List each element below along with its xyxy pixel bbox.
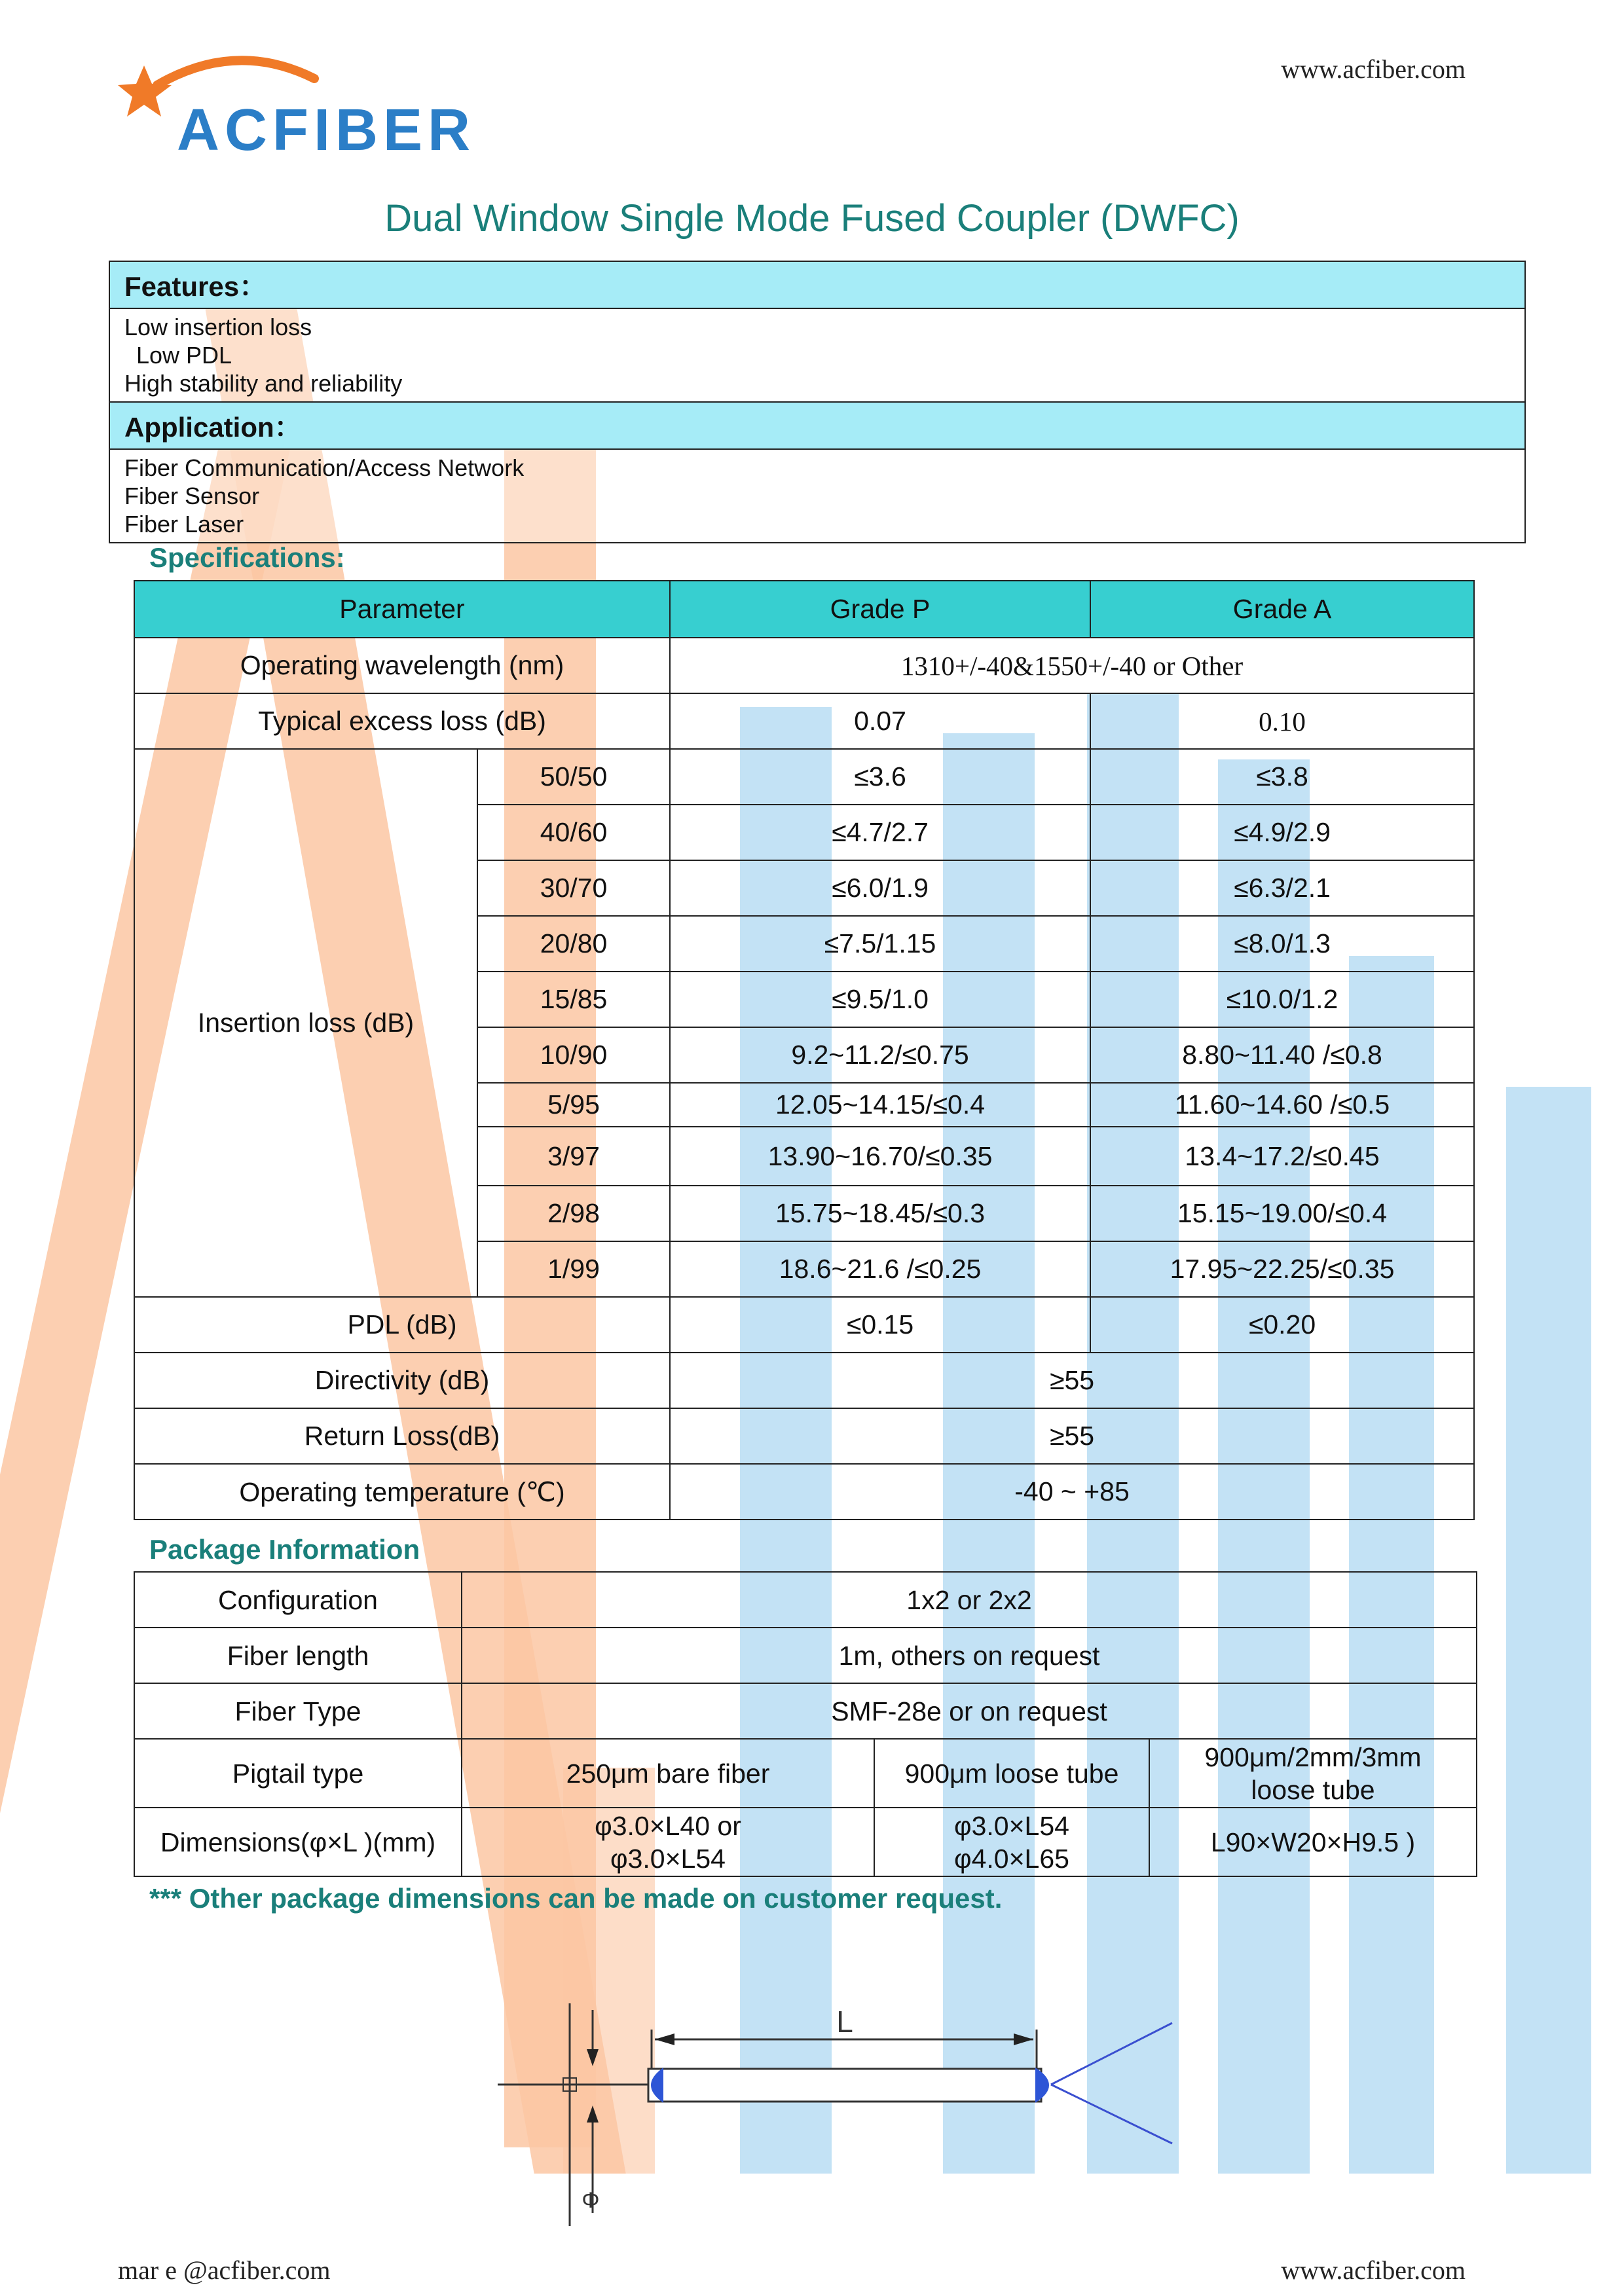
pdl-grade-a: ≤0.20: [1090, 1297, 1474, 1353]
fiber-type-value: SMF-28e or on request: [462, 1683, 1477, 1739]
ratio-cell: 40/60: [477, 805, 670, 860]
package-info-label: Package Information: [149, 1534, 420, 1565]
ratio-cell: 1/99: [477, 1241, 670, 1297]
features-heading: Features：: [109, 261, 1525, 308]
grade-a-cell: 15.15~19.00/≤0.4: [1090, 1186, 1474, 1241]
dimensions-label: Dimensions(φ×L )(mm): [134, 1808, 462, 1876]
operating-wavelength-label: Operating wavelength (nm): [134, 638, 670, 693]
operating-temperature-value: -40 ~ +85: [670, 1464, 1474, 1520]
fiber-length-label: Fiber length: [134, 1628, 462, 1683]
grade-a-cell: ≤8.0/1.3: [1090, 916, 1474, 972]
grade-p-cell: ≤4.7/2.7: [670, 805, 1090, 860]
configuration-label: Configuration: [134, 1572, 462, 1628]
grade-a-cell: 17.95~22.25/≤0.35: [1090, 1241, 1474, 1297]
ratio-cell: 5/95: [477, 1083, 670, 1127]
fiber-length-value: 1m, others on request: [462, 1628, 1477, 1683]
feature-item: Low PDL: [136, 342, 232, 369]
grade-a-cell: ≤3.8: [1090, 749, 1474, 805]
pdl-grade-p: ≤0.15: [670, 1297, 1090, 1353]
specifications-label: Specifications:: [149, 542, 345, 573]
configuration-value: 1x2 or 2x2: [462, 1572, 1477, 1628]
logo-text: ACFIBER: [177, 98, 475, 163]
insertion-loss-label: Insertion loss (dB): [134, 749, 477, 1297]
ratio-cell: 20/80: [477, 916, 670, 972]
grade-p-cell: ≤3.6: [670, 749, 1090, 805]
grade-p-cell: 12.05~14.15/≤0.4: [670, 1083, 1090, 1127]
length-dimension: [652, 2005, 1037, 2069]
directivity-label: Directivity (dB): [134, 1353, 670, 1408]
length-label: L: [836, 2005, 853, 2039]
pigtail-type-label: Pigtail type: [134, 1739, 462, 1808]
ratio-cell: 50/50: [477, 749, 670, 805]
feature-item: Low insertion loss: [124, 314, 312, 340]
return-loss-label: Return Loss(dB): [134, 1408, 670, 1464]
features-application-table: [109, 261, 1526, 543]
pigtail-type-value: 900μm/2mm/3mm loose tube: [1149, 1739, 1477, 1808]
coupler-tube: [498, 2069, 1048, 2102]
footer-url[interactable]: www.acfiber.com: [1281, 2255, 1466, 2285]
application-list: [109, 449, 1525, 543]
header-parameter: Parameter: [134, 581, 670, 638]
ratio-cell: 3/97: [477, 1127, 670, 1186]
grade-p-cell: ≤6.0/1.9: [670, 860, 1090, 916]
dimensions-value: φ3.0×L40 or φ3.0×L54: [462, 1808, 874, 1876]
grade-a-cell: 13.4~17.2/≤0.45: [1090, 1127, 1474, 1186]
diameter-label: Φ: [581, 2188, 600, 2213]
grade-p-cell: 9.2~11.2/≤0.75: [670, 1027, 1090, 1083]
ratio-cell: 30/70: [477, 860, 670, 916]
excess-loss-grade-p: 0.07: [670, 693, 1090, 749]
footer-email[interactable]: mar e @acfiber.com: [118, 2255, 331, 2285]
features-list: [109, 308, 1525, 402]
dimensions-value: φ3.0×L54 φ4.0×L65: [874, 1808, 1149, 1876]
application-item: Fiber Communication/Access Network: [124, 454, 525, 481]
pdl-label: PDL (dB): [134, 1297, 670, 1353]
dimensions-value: L90×W20×H9.5 ): [1149, 1808, 1477, 1876]
grade-p-cell: 15.75~18.45/≤0.3: [670, 1186, 1090, 1241]
application-heading: Application：: [109, 402, 1525, 449]
directivity-value: ≥55: [670, 1353, 1474, 1408]
star-icon: [118, 65, 172, 117]
fiber-type-label: Fiber Type: [134, 1683, 462, 1739]
grade-p-cell: 18.6~21.6 /≤0.25: [670, 1241, 1090, 1297]
output-fibers: [1051, 2023, 1172, 2143]
package-table: [134, 1571, 1477, 1877]
application-item: Fiber Sensor: [124, 483, 260, 509]
grade-p-cell: ≤7.5/1.15: [670, 916, 1090, 972]
grade-p-cell: ≤9.5/1.0: [670, 972, 1090, 1027]
pigtail-type-value: 900μm loose tube: [874, 1739, 1149, 1808]
operating-temperature-label: Operating temperature (℃): [134, 1464, 670, 1520]
grade-a-cell: 8.80~11.40 /≤0.8: [1090, 1027, 1474, 1083]
application-item: Fiber Laser: [124, 511, 244, 538]
specifications-table: [134, 580, 1475, 1520]
diameter-dimension: [563, 2003, 600, 2226]
ratio-cell: 15/85: [477, 972, 670, 1027]
grade-a-cell: ≤10.0/1.2: [1090, 972, 1474, 1027]
custom-package-note: *** Other package dimensions can be made on customer request.: [149, 1883, 1003, 1914]
grade-a-cell: ≤6.3/2.1: [1090, 860, 1474, 916]
ratio-cell: 10/90: [477, 1027, 670, 1083]
return-loss-value: ≥55: [670, 1408, 1474, 1464]
feature-item: High stability and reliability: [124, 370, 403, 397]
header-url[interactable]: www.acfiber.com: [1281, 54, 1466, 84]
grade-a-cell: ≤4.9/2.9: [1090, 805, 1474, 860]
grade-p-cell: 13.90~16.70/≤0.35: [670, 1127, 1090, 1186]
page-title: Dual Window Single Mode Fused Coupler (DWFC): [384, 197, 1240, 240]
pigtail-type-value: 250μm bare fiber: [462, 1739, 874, 1808]
operating-wavelength-value: 1310+/-40&1550+/-40 or Other: [670, 638, 1474, 693]
excess-loss-label: Typical excess loss (dB): [134, 693, 670, 749]
coupler-dimension-diagram: [498, 2003, 1192, 2226]
header-grade-a: Grade A: [1090, 581, 1474, 638]
ratio-cell: 2/98: [477, 1186, 670, 1241]
excess-loss-grade-a: 0.10: [1090, 693, 1474, 749]
header-grade-p: Grade P: [670, 581, 1090, 638]
grade-a-cell: 11.60~14.60 /≤0.5: [1090, 1083, 1474, 1127]
